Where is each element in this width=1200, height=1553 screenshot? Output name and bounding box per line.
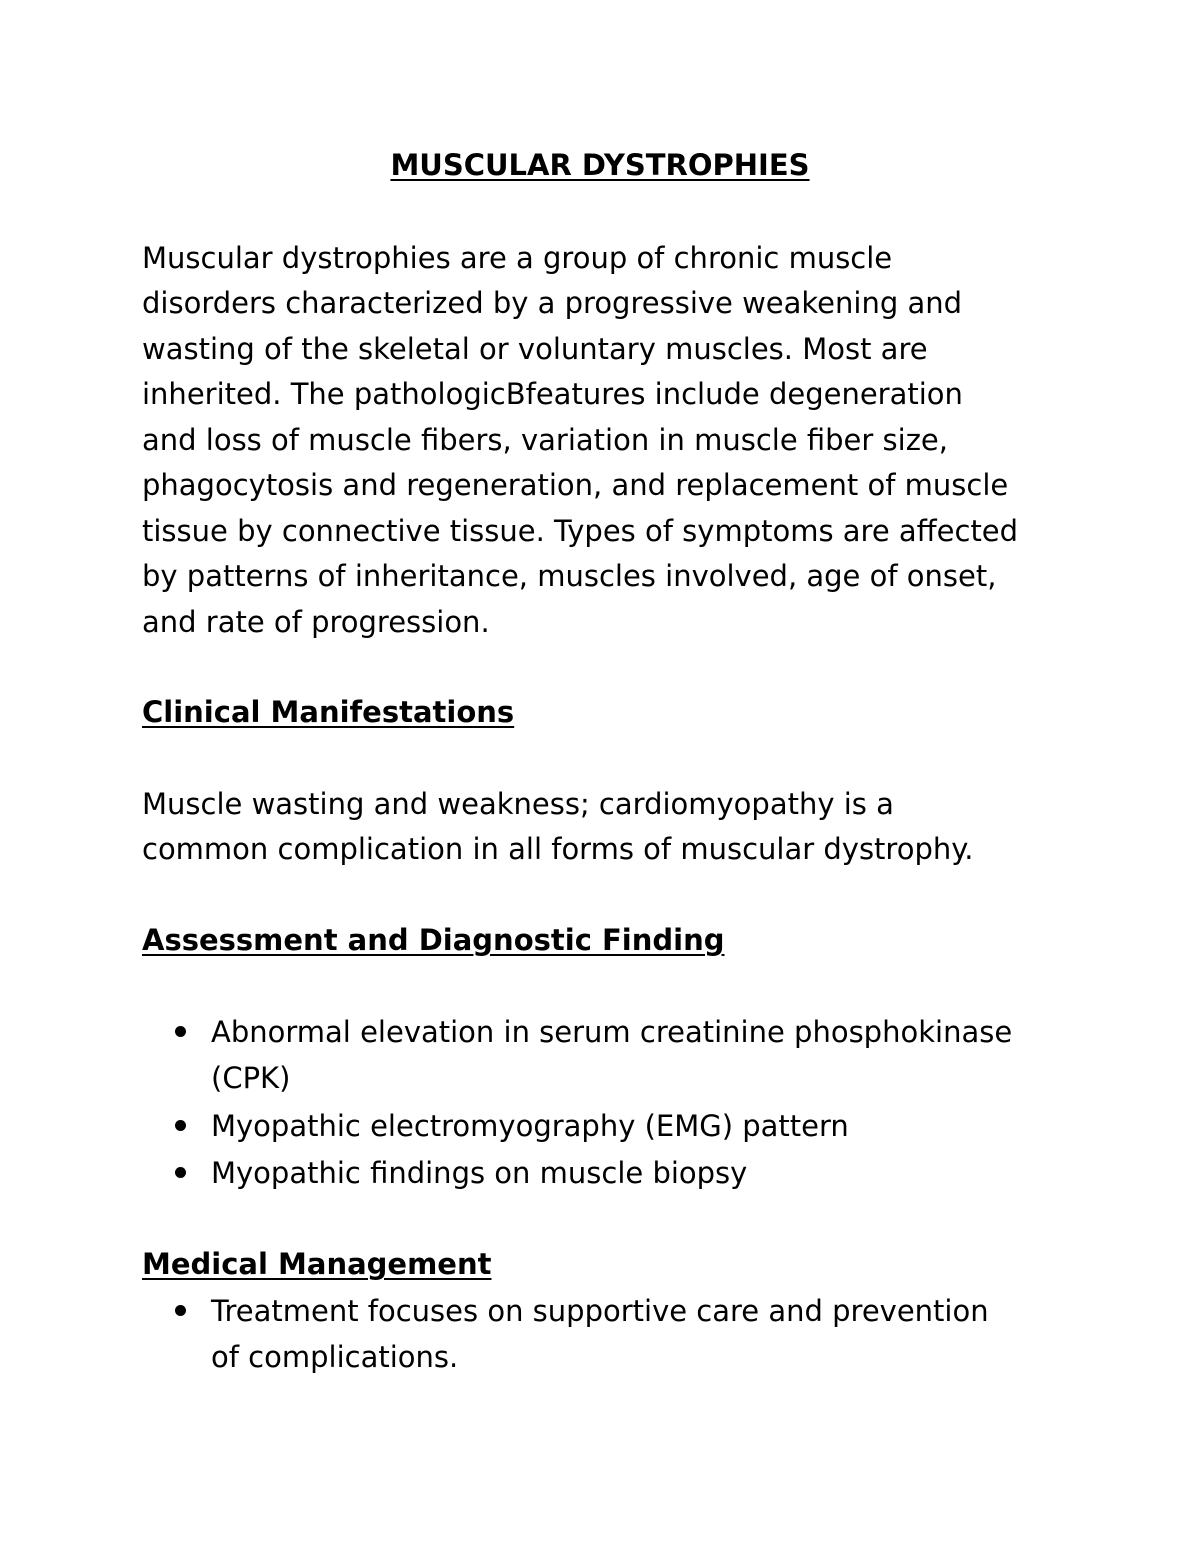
intro-line: disorders characterized by a progressive weakening and (142, 286, 963, 320)
intro-line: wasting of the skeletal or voluntary muscles. Most are (142, 332, 928, 366)
bullet-icon (175, 1305, 186, 1316)
list-item-line: of complications. (211, 1340, 459, 1374)
intro-line: by patterns of inheritance, muscles involved, age of onset, (142, 559, 997, 593)
list-item-line: Abnormal elevation in serum creatinine phosphokinase (211, 1015, 1013, 1049)
assessment-heading: Assessment and Diagnostic Finding (142, 923, 725, 957)
clinical-line: Muscle wasting and weakness; cardiomyopathy is a (142, 787, 894, 821)
intro-line: and rate of progression. (142, 605, 490, 639)
intro-line: phagocytosis and regeneration, and replacement of muscle (142, 468, 1009, 502)
intro-line: and loss of muscle fibers, variation in muscle fiber size, (142, 423, 948, 457)
list-item-line: (CPK) (211, 1061, 291, 1095)
clinical-manifestations-heading: Clinical Manifestations (142, 695, 515, 729)
clinical-line: common complication in all forms of muscular dystrophy. (142, 832, 974, 866)
medical-management-heading: Medical Management (142, 1247, 492, 1281)
list-item-line: Myopathic electromyography (EMG) pattern (211, 1109, 849, 1143)
bullet-icon (175, 1167, 186, 1178)
document-title: MUSCULAR DYSTROPHIES (390, 148, 810, 182)
intro-line: Muscular dystrophies are a group of chronic muscle (142, 241, 893, 275)
bullet-icon (175, 1026, 186, 1037)
intro-line: tissue by connective tissue. Types of symptoms are affected (142, 514, 1019, 548)
bullet-icon (175, 1120, 186, 1131)
list-item-line: Myopathic findings on muscle biopsy (211, 1156, 748, 1190)
intro-line: inherited. The pathologicBfeatures include degeneration (142, 377, 963, 411)
list-item-line: Treatment focuses on supportive care and prevention (211, 1294, 989, 1328)
